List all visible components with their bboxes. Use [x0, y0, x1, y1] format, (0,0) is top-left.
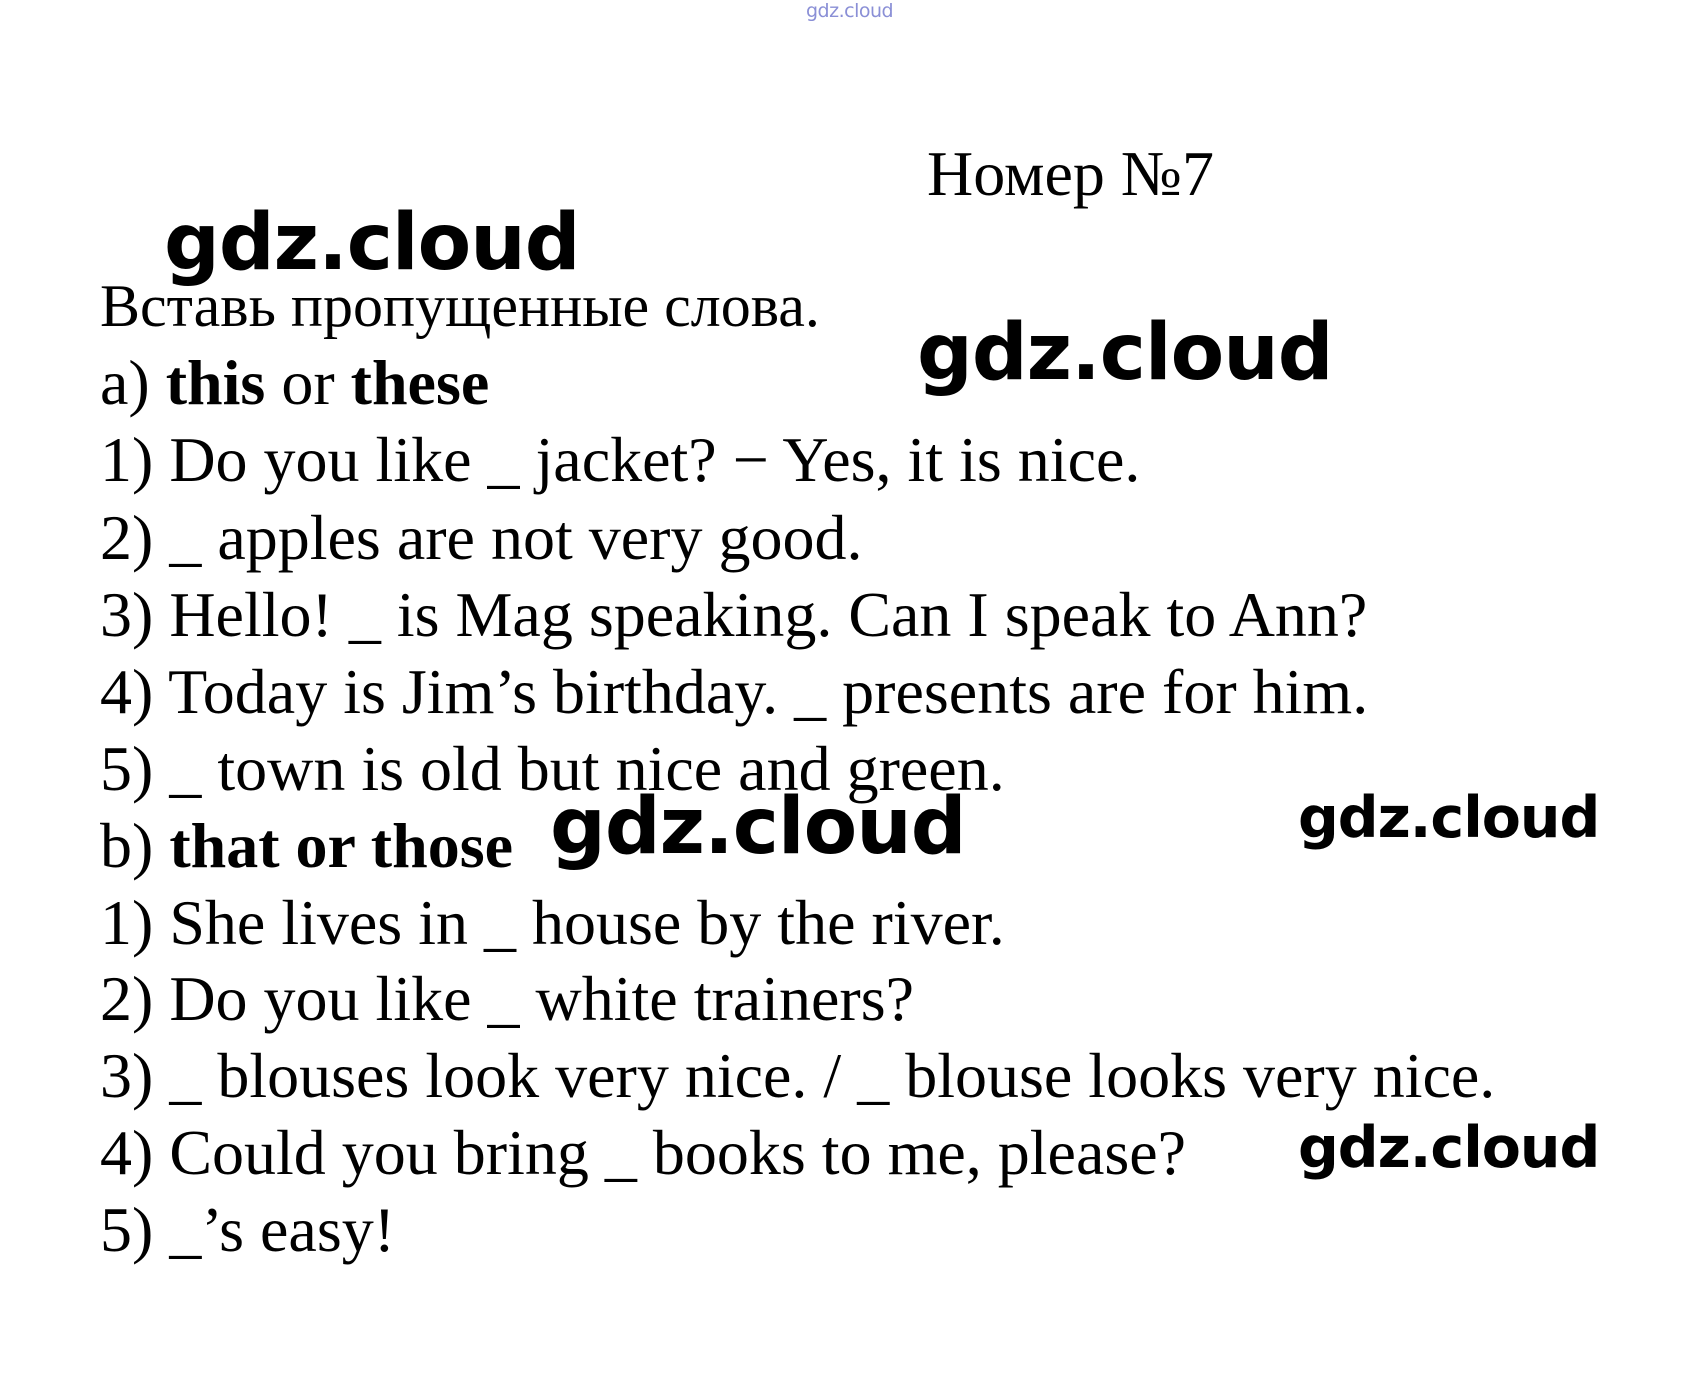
page-title: Номер №7: [927, 138, 1214, 209]
section-b-heading: [100, 808, 513, 884]
watermark-5: gdz.cloud: [1298, 1115, 1600, 1181]
section-a-or: or: [265, 347, 351, 418]
section-b-words: that or those: [169, 810, 513, 881]
section-b-item-5: 5) _’s easy!: [100, 1194, 396, 1265]
section-b-item-1: 1) She lives in _ house by the river.: [100, 887, 1005, 958]
section-a-item-1: 1) Do you like _ jacket? − Yes, it is nice.: [100, 424, 1141, 495]
section-a-item-5: 5) _ town is old but nice and green.: [100, 733, 1005, 804]
watermark-1: gdz.cloud: [164, 198, 580, 288]
section-a-item-3: 3) Hello! _ is Mag speaking. Can I speak to Ann?: [100, 579, 1368, 650]
section-b-item-4: 4) Could you bring _ books to me, please?: [100, 1117, 1187, 1188]
section-a-prefix: a): [100, 347, 166, 418]
section-a-heading: [100, 345, 489, 421]
section-b-item-2: 2) Do you like _ white trainers?: [100, 963, 914, 1034]
top-watermark: gdz.cloud: [806, 0, 894, 22]
watermark-3: gdz.cloud: [550, 782, 966, 872]
watermark-2: gdz.cloud: [917, 308, 1333, 398]
watermark-4: gdz.cloud: [1298, 785, 1600, 851]
section-b-item-3: 3) _ blouses look very nice. / _ blouse looks very nice.: [100, 1040, 1496, 1111]
section-a-word-1: this: [165, 347, 266, 418]
section-a-item-2: 2) _ apples are not very good.: [100, 502, 863, 573]
section-a-word-2: these: [350, 347, 490, 418]
section-b-prefix: b): [100, 810, 170, 881]
section-a-item-4: 4) Today is Jim’s birthday. _ presents are for him.: [100, 656, 1369, 727]
instruction-text: Вставь пропущенные слова.: [100, 273, 820, 339]
